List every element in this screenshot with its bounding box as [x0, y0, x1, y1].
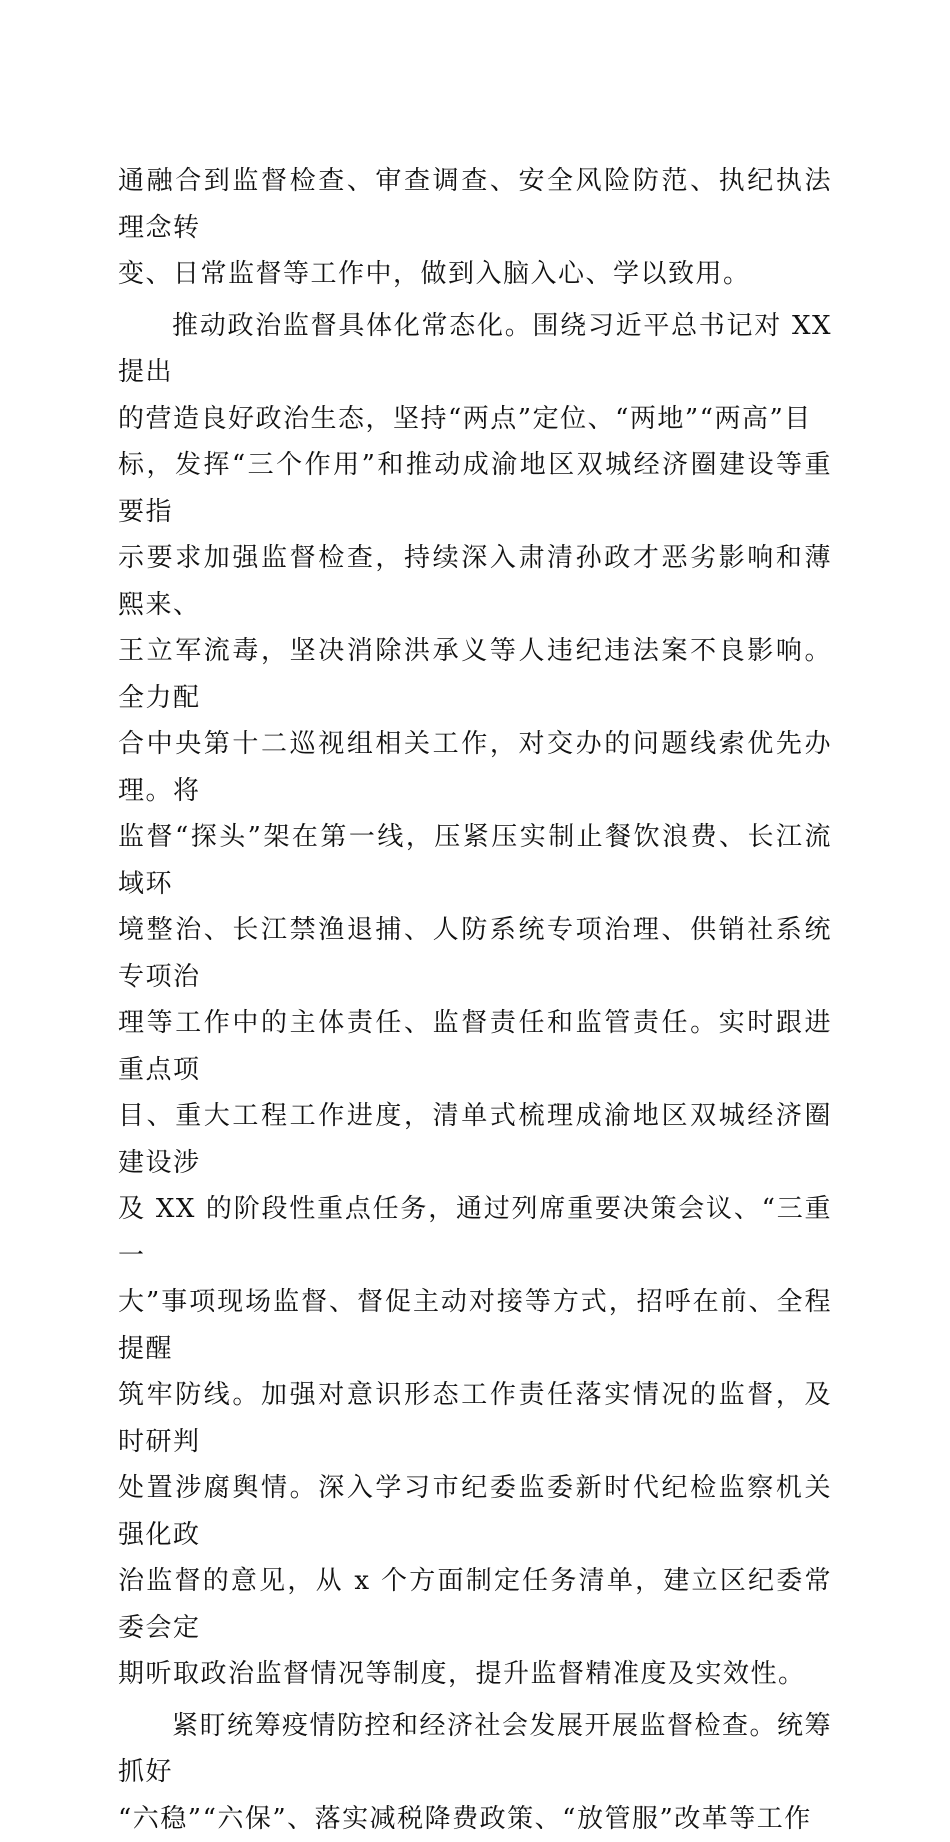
text-line: 及 XX 的阶段性重点任务，通过列席重要决策会议、“三重一 — [118, 1186, 832, 1279]
text-line: 变、日常监督等工作中，做到入脑入心、学以致用。 — [118, 251, 832, 298]
paragraph-2 — [118, 303, 832, 1698]
text-line: 紧盯统筹疫情防控和经济社会发展开展监督检查。统筹抓好 — [118, 1703, 832, 1796]
document-body — [118, 158, 832, 1842]
text-line: 境整治、长江禁渔退捕、人防系统专项治理、供销社系统专项治 — [118, 907, 832, 1000]
text-line: 王立军流毒，坚决消除洪承义等人违纪违法案不良影响。全力配 — [118, 628, 832, 721]
text-line: 合中央第十二巡视组相关工作，对交办的问题线索优先办理。将 — [118, 721, 832, 814]
text-line: 理等工作中的主体责任、监督责任和监管责任。实时跟进重点项 — [118, 1000, 832, 1093]
text-line: 目、重大工程工作进度，清单式梳理成渝地区双城经济圈建设涉 — [118, 1093, 832, 1186]
text-line: 期听取政治监督情况等制度，提升监督精准度及实效性。 — [118, 1651, 832, 1698]
text-line: 治监督的意见，从 x 个方面制定任务清单，建立区纪委常委会定 — [118, 1558, 832, 1651]
text-line: 处置涉腐舆情。深入学习市纪委监委新时代纪检监察机关强化政 — [118, 1465, 832, 1558]
text-line: 示要求加强监督检查，持续深入肃清孙政才恶劣影响和薄熙来、 — [118, 535, 832, 628]
text-line: “六稳”“六保”、落实减税降费政策、“放管服”改革等工作 — [118, 1796, 832, 1842]
text-line: 大”事项现场监督、督促主动对接等方式，招呼在前、全程提醒 — [118, 1279, 832, 1372]
text-line: 标，发挥“三个作用”和推动成渝地区双城经济圈建设等重要指 — [118, 442, 832, 535]
paragraph-3 — [118, 1703, 832, 1842]
text-line: 通融合到监督检查、审查调查、安全风险防范、执纪执法理念转 — [118, 158, 832, 251]
text-line: 的营造良好政治生态，坚持“两点”定位、“两地”“两高”目 — [118, 396, 832, 443]
text-line: 推动政治监督具体化常态化。围绕习近平总书记对 XX 提出 — [118, 303, 832, 396]
paragraph-1 — [118, 158, 832, 298]
text-line: 筑牢防线。加强对意识形态工作责任落实情况的监督，及时研判 — [118, 1372, 832, 1465]
text-line: 监督“探头”架在第一线，压紧压实制止餐饮浪费、长江流域环 — [118, 814, 832, 907]
